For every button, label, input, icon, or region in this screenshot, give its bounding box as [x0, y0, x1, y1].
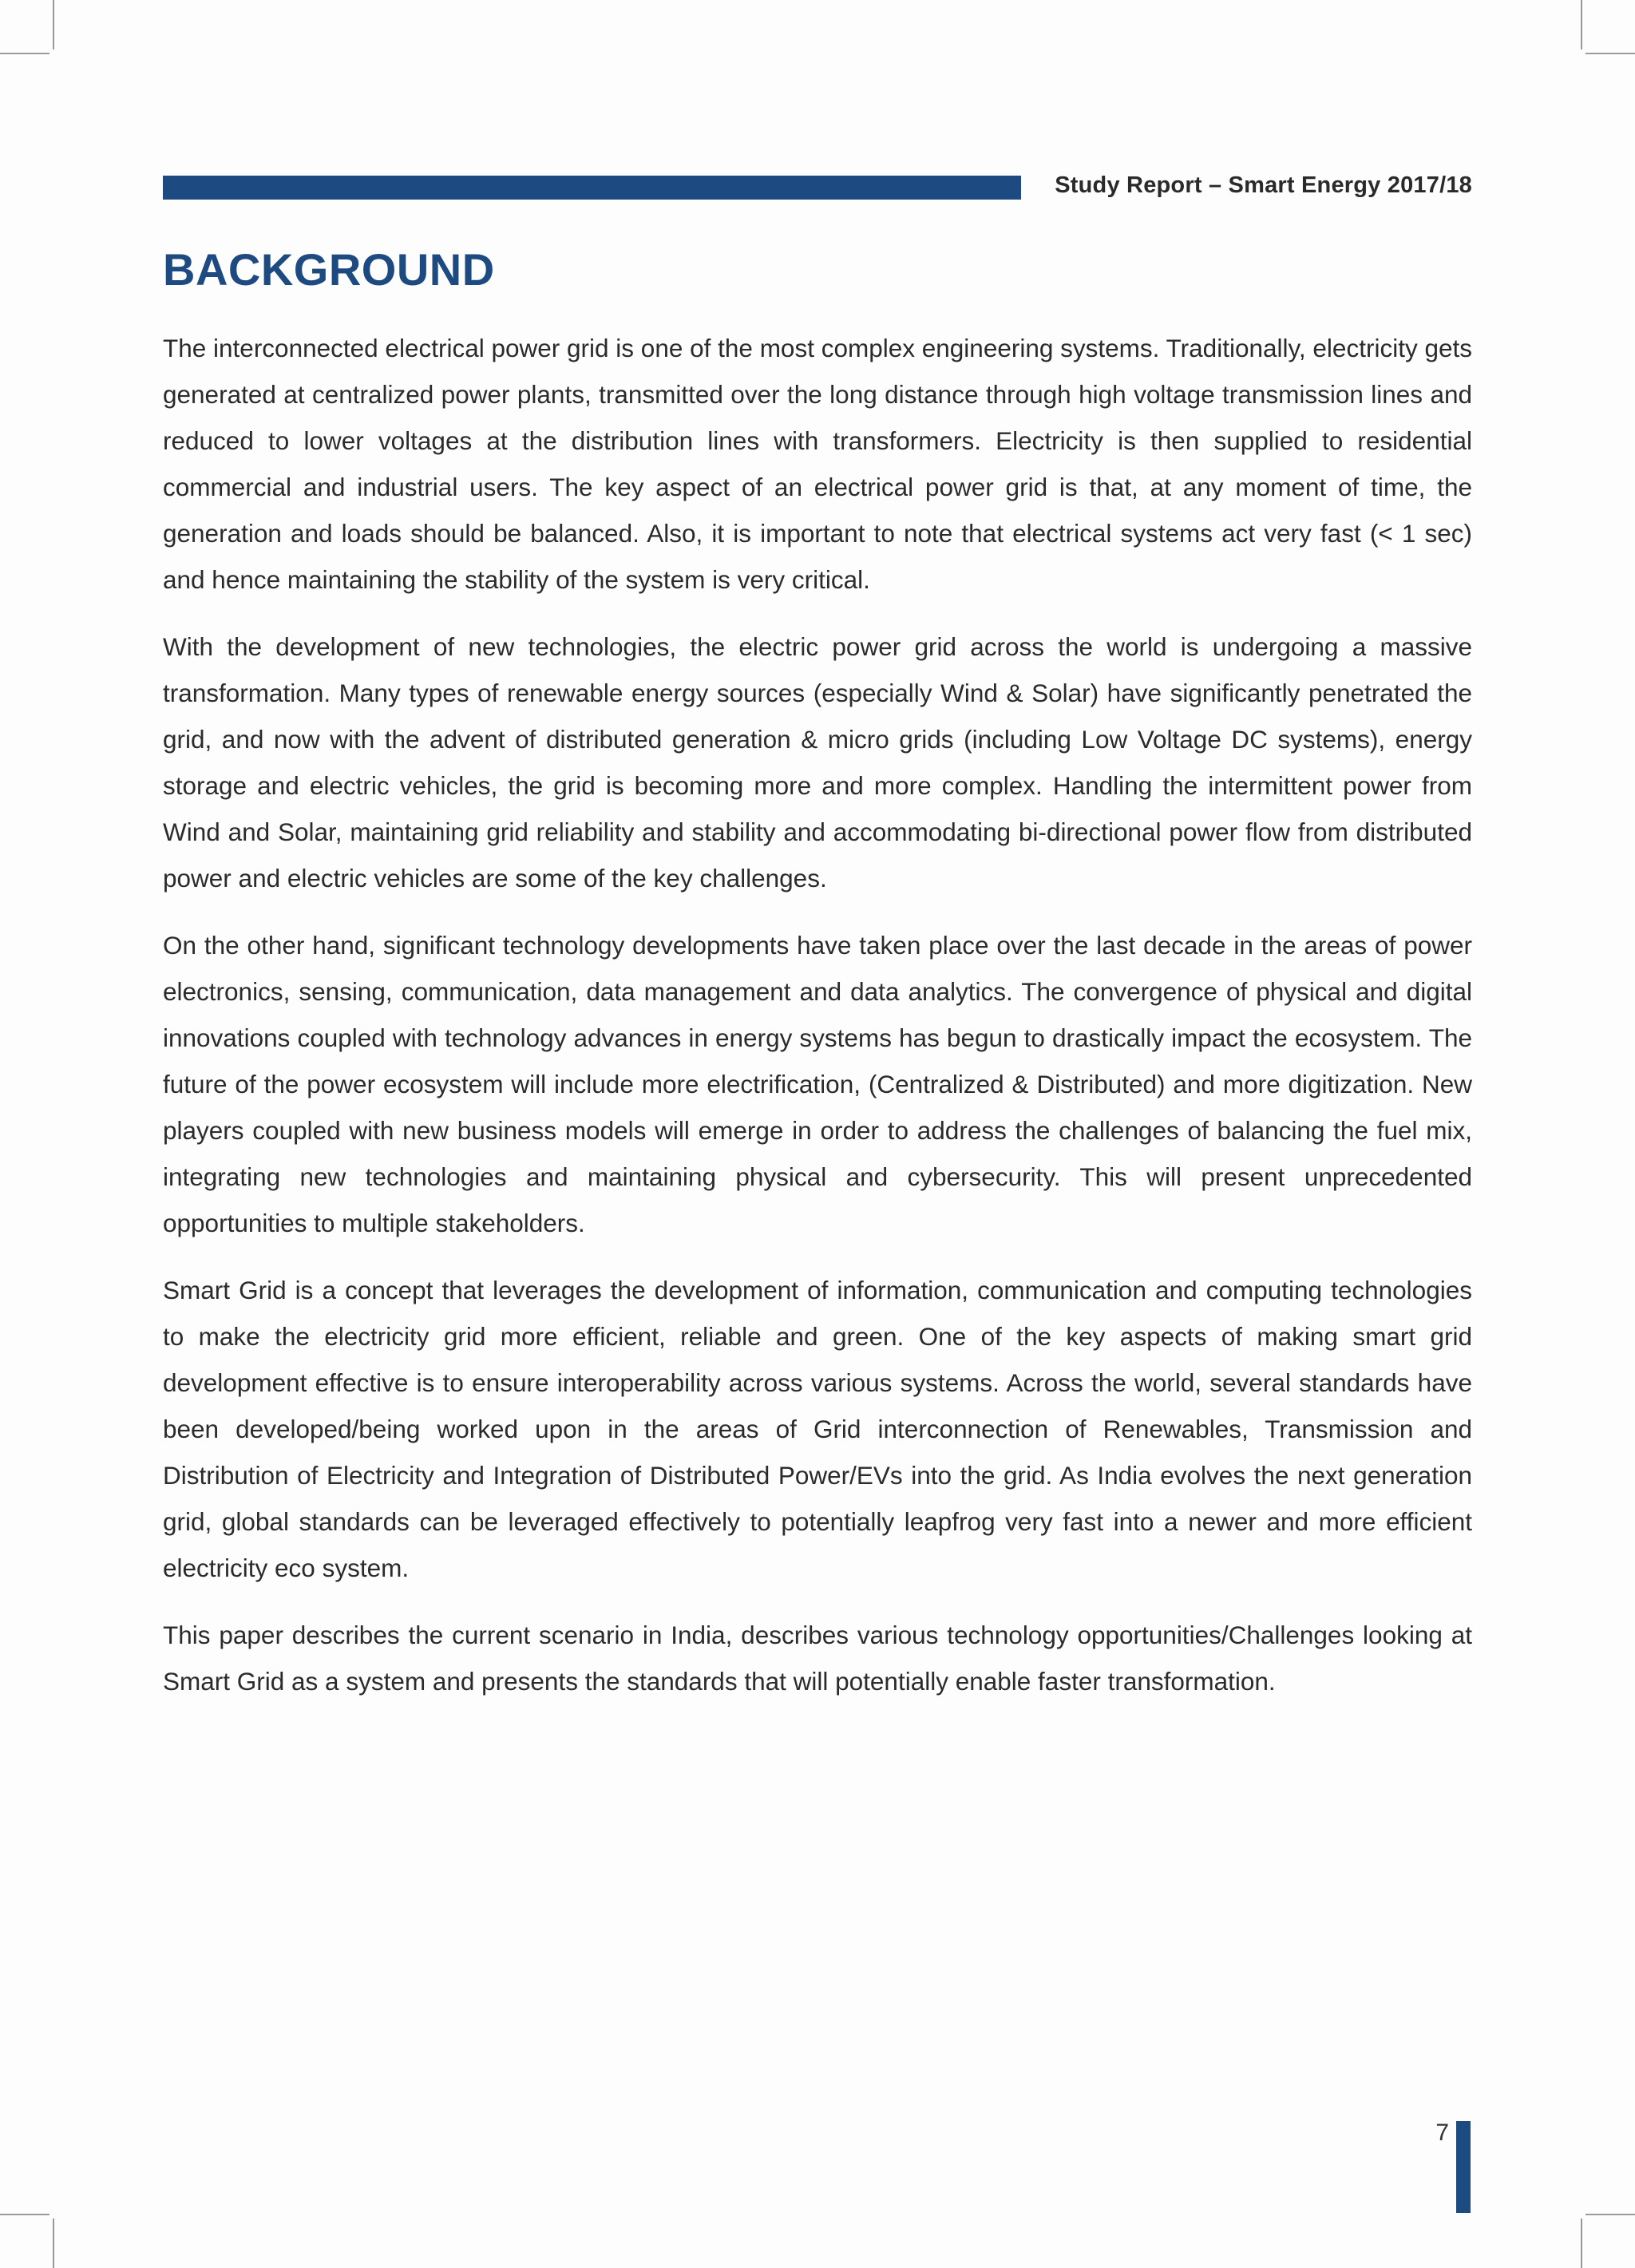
crop-mark-bottom-right-horizontal: [1586, 2214, 1635, 2215]
crop-mark-bottom-left-horizontal: [0, 2214, 49, 2215]
paragraph: Smart Grid is a concept that leverages the development of information, communication and computing technologies to make the electricity grid more efficient, reliable and green. One of the key aspects of making smart grid development effective is to ensure interoperability across various systems. Across the world, several standards have been developed/being worked upon in the areas of Grid interconnection of Renewables, Transmission and Distribution of Electricity and Integration of Distributed Power/EVs into the grid. As India evolves the next generation grid, global standards can be leveraged effectively to potentially leapfrog very fast into a newer and more efficient electricity eco system.: [163, 1276, 1472, 1582]
crop-mark-top-left-horizontal: [0, 53, 49, 54]
paragraph: On the other hand, significant technology developments have taken place over the last decade in the areas of power electronics, sensing, communication, data management and data analytics. The convergence of physical and digital innovations coupled with technology advances in energy systems has begun to drastically impact the ecosystem. The future of the power ecosystem will include more electrification, (Centralized & Distributed) and more digitization. New players coupled with new business models will emerge in order to address the challenges of balancing the fuel mix, integrating new technologies and maintaining physical and cybersecurity. This will present unprecedented opportunities to multiple stakeholders.: [163, 931, 1472, 1237]
crop-mark-top-left-vertical: [53, 0, 54, 49]
running-header-title: Study Report – Smart Energy 2017/18: [1055, 172, 1472, 198]
section-heading: BACKGROUND: [163, 244, 495, 295]
crop-mark-top-right-horizontal: [1586, 53, 1635, 54]
page-number: 7: [1435, 2120, 1449, 2146]
crop-mark-top-right-vertical: [1581, 0, 1582, 49]
paragraph: This paper describes the current scenario in India, describes various technology opportunities/Challenges looking at Smart Grid as a system and presents the standards that will potentially enable faster transformation.: [163, 1621, 1472, 1696]
paragraph: The interconnected electrical power grid is one of the most complex engineering systems. Traditionally, electricity gets generated at centralized power plants, transmitted over the long distance through high voltage transmission lines and reduced to lower voltages at the distribution lines with transformers. Electricity is then supplied to residential commercial and industrial users. The key aspect of an electrical power grid is that, at any moment of time, the generation and loads should be balanced. Also, it is important to note that electrical systems act very fast (< 1 sec) and hence maintaining the stability of the system is very critical.: [163, 334, 1472, 594]
header-accent-bar: [163, 176, 1021, 200]
body-text: [163, 325, 1472, 1725]
page-number-accent-bar: [1456, 2121, 1471, 2213]
crop-mark-bottom-left-vertical: [53, 2219, 54, 2268]
crop-mark-bottom-right-vertical: [1581, 2219, 1582, 2268]
paragraph: With the development of new technologies, the electric power grid across the world is undergoing a massive transformation. Many types of renewable energy sources (especially Wind & Solar) have significantly penetrated the grid, and now with the advent of distributed generation & micro grids (including Low Voltage DC systems), energy storage and electric vehicles, the grid is becoming more and more complex. Handling the intermittent power from Wind and Solar, maintaining grid reliability and stability and accommodating bi-directional power flow from distributed power and electric vehicles are some of the key challenges.: [163, 632, 1472, 893]
